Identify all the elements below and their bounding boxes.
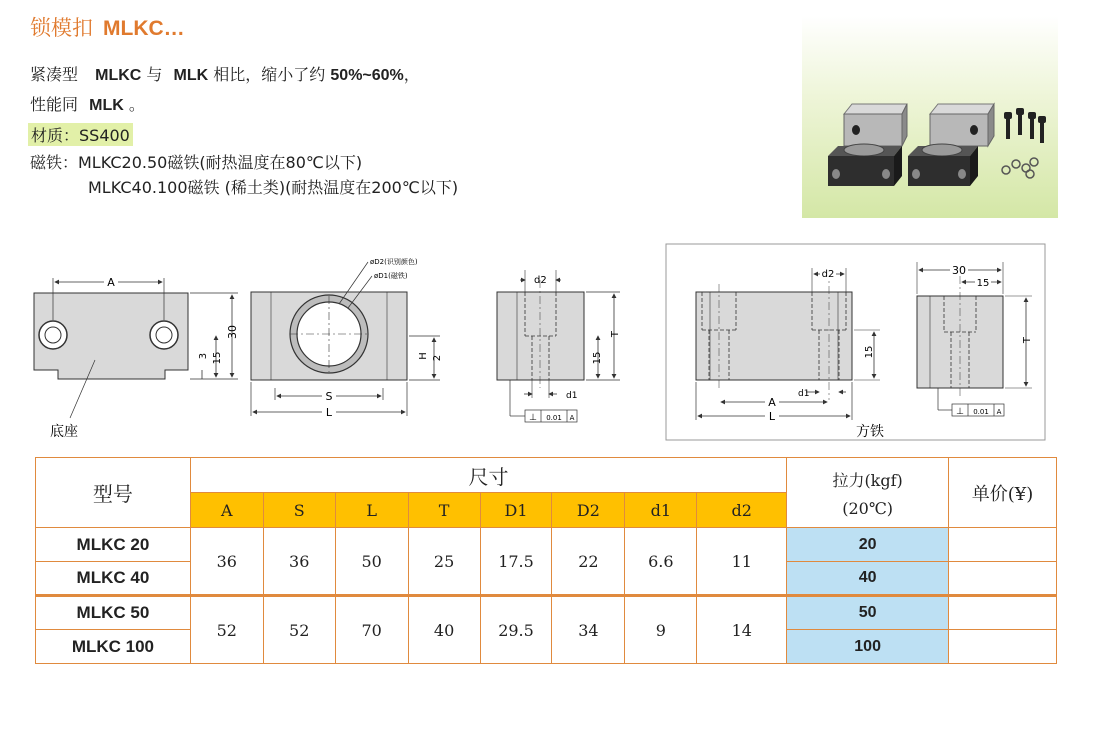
table-row: MLKC 50 52 52 70 40 29.5 34 9 14 50 xyxy=(36,596,1057,630)
svg-text:A: A xyxy=(107,276,115,289)
svg-text:H: H xyxy=(418,352,429,360)
svg-text:15: 15 xyxy=(592,351,603,365)
block-front-drawing xyxy=(696,268,884,440)
svg-text:⊥: ⊥ xyxy=(529,413,537,423)
svg-text:30: 30 xyxy=(226,325,239,339)
product-photo xyxy=(802,16,1058,218)
col-T: T xyxy=(408,493,480,528)
col-D1: D1 xyxy=(480,493,552,528)
svg-text:方铁: 方铁 xyxy=(856,424,884,440)
svg-text:øD1(磁铁): øD1(磁铁) xyxy=(374,272,408,280)
svg-text:d2: d2 xyxy=(534,275,547,286)
svg-text:15: 15 xyxy=(864,345,875,359)
svg-text:A: A xyxy=(768,396,776,409)
svg-text:⊥: ⊥ xyxy=(956,407,964,417)
svg-text:30: 30 xyxy=(952,264,966,277)
magnet-side-drawing xyxy=(497,270,621,423)
block-side-drawing xyxy=(917,262,1033,417)
desc-line-2: 性能同 MLK 。 xyxy=(30,95,145,114)
svg-text:L: L xyxy=(768,410,776,423)
model-header: 型号 xyxy=(36,458,191,528)
title-model: MLKC… xyxy=(103,17,185,40)
price-cell xyxy=(949,528,1057,562)
technical-drawings xyxy=(0,240,1099,445)
base-drawing xyxy=(34,275,239,440)
svg-text:T: T xyxy=(1022,336,1033,344)
svg-text:底座: 底座 xyxy=(50,424,78,440)
magnet-line-2: MLKC40.100磁铁 (稀土类)(耐热温度在200℃以下) xyxy=(88,178,459,197)
size-header: 尺寸 xyxy=(190,458,786,493)
svg-text:0.01: 0.01 xyxy=(546,414,562,422)
price-cell xyxy=(949,596,1057,630)
force-header: 拉力(kgf) (20℃) xyxy=(787,458,949,528)
price-cell xyxy=(949,630,1057,664)
force-cell: 20 xyxy=(787,528,949,562)
svg-text:d1: d1 xyxy=(798,389,810,399)
svg-text:15: 15 xyxy=(976,278,990,289)
force-cell: 100 xyxy=(787,630,949,664)
col-d2: d2 xyxy=(697,493,787,528)
svg-text:A: A xyxy=(569,414,575,422)
col-A: A xyxy=(190,493,263,528)
desc-line-1: 紧凑型 MLKC 与 MLK 相比，缩小了约 50%~60%， xyxy=(30,65,420,84)
svg-text:d2: d2 xyxy=(821,269,835,280)
col-S: S xyxy=(263,493,335,528)
svg-text:3: 3 xyxy=(198,352,209,360)
model-cell: MLKC 40 xyxy=(36,562,191,596)
price-cell xyxy=(949,562,1057,596)
model-cell: MLKC 20 xyxy=(36,528,191,562)
spec-table xyxy=(35,457,1057,664)
force-cell: 40 xyxy=(787,562,949,596)
svg-text:0.01: 0.01 xyxy=(973,408,989,416)
svg-text:15: 15 xyxy=(212,351,223,365)
svg-text:2: 2 xyxy=(432,354,443,362)
col-L: L xyxy=(335,493,408,528)
price-header: 单价(¥) xyxy=(949,458,1057,528)
svg-text:T: T xyxy=(610,330,621,338)
product-illustration xyxy=(802,16,1058,218)
col-D2: D2 xyxy=(552,493,625,528)
force-cell: 50 xyxy=(787,596,949,630)
model-cell: MLKC 100 xyxy=(36,630,191,664)
magnet-line-1: 磁铁：MLKC20.50磁铁(耐热温度在80℃以下) xyxy=(30,153,363,172)
table-row: MLKC 20 36 36 50 25 17.5 22 6.6 11 20 xyxy=(36,528,1057,562)
material-highlight: 材质：SS400 xyxy=(28,123,133,146)
col-d1: d1 xyxy=(625,493,697,528)
title-cn: 锁模扣 xyxy=(30,16,93,40)
page-title xyxy=(30,12,185,42)
model-cell: MLKC 50 xyxy=(36,596,191,630)
svg-text:S: S xyxy=(325,390,333,403)
svg-text:d1: d1 xyxy=(566,391,578,401)
svg-text:L: L xyxy=(325,406,333,419)
svg-text:øD2(识别颜色): øD2(识别颜色) xyxy=(370,258,418,266)
svg-text:A: A xyxy=(996,408,1002,416)
magnet-front-drawing xyxy=(251,257,443,419)
